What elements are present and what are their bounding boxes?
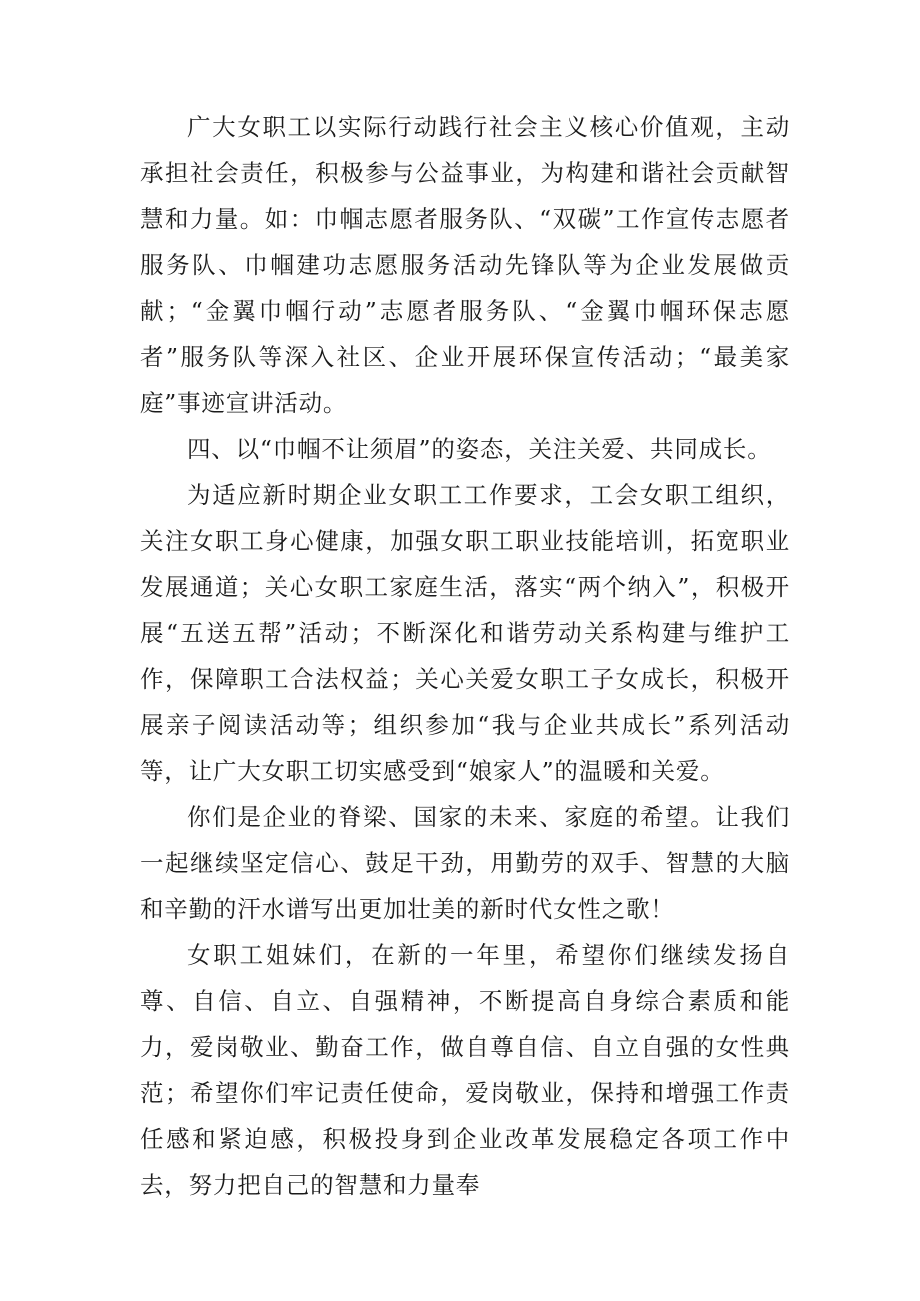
paragraph-care-growth: 为适应新时期企业女职工工作要求，工会女职工组织，关注女职工身心健康，加强女职工职业技能培训，拓宽职业发展通道；关心女职工家庭生活，落实“两个纳入”，积极开展“五送五帮”活动；不断深化和谐劳动关系构建与维护工作，保障职工合法权益；关心关爱女职工子女成长，积极开展亲子阅读活动等；组织参加“我与企业共成长”系列活动等，让广大女职工切实感受到“娘家人”的温暖和关爱。: [140, 481, 790, 785]
paragraph-new-year-hopes: 女职工姐妹们，在新的一年里，希望你们继续发扬自尊、自信、自立、自强精神，不断提高自身综合素质和能力，爱岗敬业、勤奋工作，做自尊自信、自立自强的女性典范；希望你们牢记责任使命，爱岗敬业，保持和增强工作责任感和紧迫感，积极投身到企业改革发展稳定各项工作中去，努力把自己的智慧和力量奉: [140, 941, 790, 1199]
paragraph-backbone: 你们是企业的脊梁、国家的未来、家庭的希望。让我们一起继续坚定信心、鼓足干劲，用勤劳的双手、智慧的大脑和辛勤的汗水谱写出更加壮美的新时代女性之歌！: [140, 803, 790, 923]
section-heading-four: 四、以“巾帼不让须眉”的姿态，关注关爱、共同成长。: [187, 435, 772, 463]
document-body: [140, 104, 790, 1208]
paragraph-public-welfare: 广大女职工以实际行动践行社会主义核心价值观，主动承担社会责任，积极参与公益事业，为构建和谐社会贡献智慧和力量。如：巾帼志愿者服务队、“双碳”工作宣传志愿者服务队、巾帼建功志愿服务活动先锋队等为企业发展做贡献；“金翼巾帼行动”志愿者服务队、“金翼巾帼环保志愿者”服务队等深入社区、企业开展环保宣传活动；“最美家庭”事迹宣讲活动。: [140, 113, 790, 417]
